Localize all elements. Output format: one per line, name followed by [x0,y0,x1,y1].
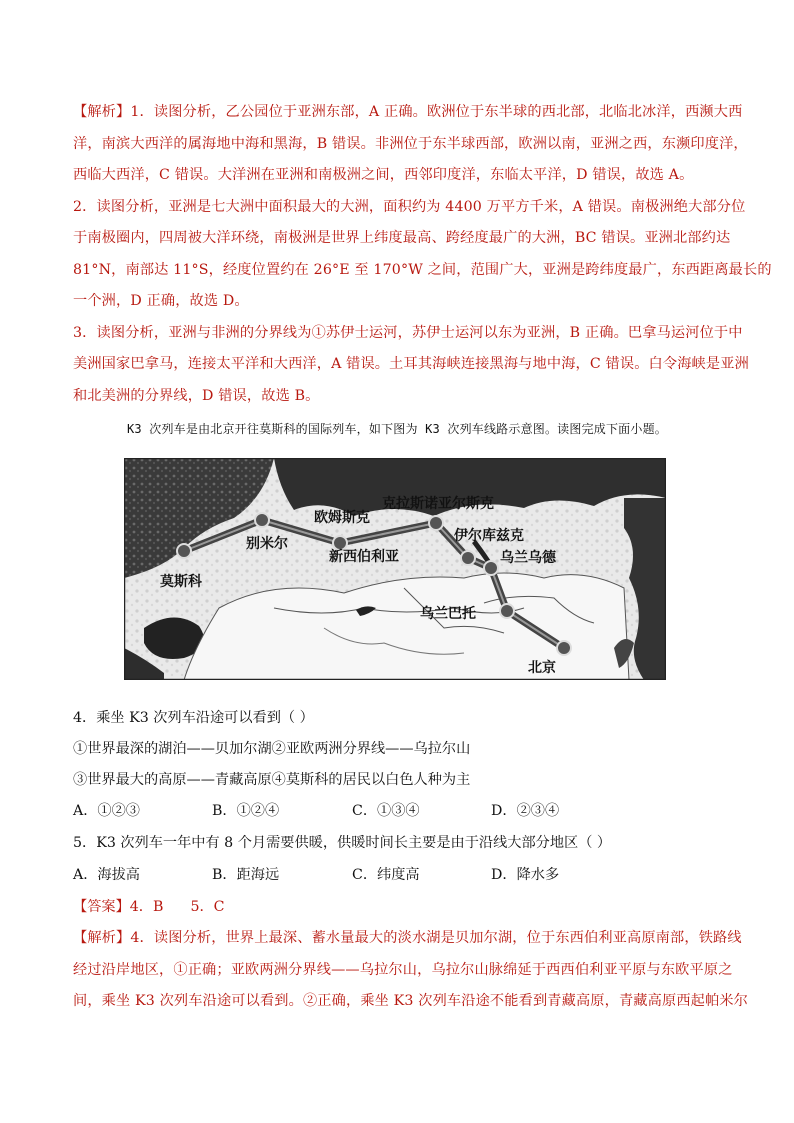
question-4-statements-1: ①世界最深的湖泊——贝加尔湖②亚欧两洲分界线——乌拉尔山 [73,741,471,757]
map-caption: K3 次列车是由北京开往莫斯科的国际列车，如下图为 K3 次列车线路示意图。读图完成下面小题。 [127,422,667,436]
question-4-option-c: C．①③④ [352,803,420,819]
label-krasnoyarsk: 克拉斯诺亚尔斯克 [382,496,494,512]
question-5-option-b: B．距海远 [212,867,280,883]
label-beijing: 北京 [528,660,556,676]
station-omsk [333,536,347,550]
k3-route-map [124,458,666,680]
text-line: 于南极圈内，四周被大洋环绕，南极洲是世界上纬度最高、跨经度最广的大洲，BC 错误。亚洲北部约达 [73,230,731,246]
answer-line [73,896,225,916]
text-line: 2．读图分析，亚洲是七大洲中面积最大的大洲，面积约为 4400 万平方千米，A 错误。南极洲绝大部分位 [73,198,746,215]
explanation-block-2 [73,923,749,1018]
text-line: 和北美洲的分界线，D 错误，故选 B。 [73,387,320,404]
text-line: 【解析】4．读图分析，世界上最深、蓄水量最大的淡水湖是贝加尔湖，位于东西伯利亚高原南部，铁路线 [73,930,742,946]
question-4-option-b: B．①②④ [212,803,280,819]
station-bemir [255,513,269,527]
explanation-block-1 [73,97,772,412]
label-omsk: 欧姆斯克 [314,510,370,526]
station-moscow [177,544,191,558]
answer-text: 4．B 5．C [129,899,225,915]
station-krasnoyarsk [429,516,443,530]
question-4-option-d: D．②③④ [491,803,560,819]
station-irkutsk [461,551,475,565]
question-4-option-a: A．①②③ [73,803,140,819]
text-line: 一个洲，D 正确，故选 D。 [73,293,249,309]
label-irkutsk: 伊尔库兹克 [454,528,524,544]
question-5-stem: 5．K3 次列车一年中有 8 个月需要供暖，供暖时间长主要是由于沿线大部分地区（ ） [73,835,612,851]
text-line: 经过沿岸地区，①正确；亚欧两洲分界线——乌拉尔山，乌拉尔山脉绵延于西西伯利亚平原与东欧平原之 [73,961,733,978]
label-ulanude: 乌兰乌德 [500,550,556,566]
text-line: 3．读图分析，亚洲与非洲的分界线为①苏伊士运河，苏伊士运河以东为亚洲，B 正确。巴拿马运河位于中 [73,324,743,341]
text-line: 81°N，南部达 11°S，经度位置约在 26°E 至 170°W 之间，范围广大，亚洲是跨纬度最广，东西距离最长的 [73,261,772,278]
station-ulanude [484,561,498,575]
question-4-statements-2: ③世界最大的高原——青藏高原④莫斯科的居民以白色人种为主 [73,772,471,788]
question-5-option-c: C．纬度高 [352,867,420,883]
text-line: 洋，南滨大西洋的属海地中海和黑海，B 错误。非洲位于东半球西部，欧洲以南，亚洲之西，东濒印度洋， [73,135,748,152]
text-line: 美洲国家巴拿马，连接太平洋和大西洋，A 错误。土耳其海峡连接黑海与地中海，C 错误。白令海峡是亚洲 [73,356,749,372]
question-4-stem: 4．乘坐 K3 次列车沿途可以看到（ ） [73,710,314,726]
label-moscow: 莫斯科 [160,574,202,590]
station-ulaanbaatar [500,604,514,618]
question-5-option-a: A．海拔高 [73,867,140,883]
question-5-option-d: D．降水多 [491,867,560,883]
text-line: 间，乘坐 K3 次列车沿途可以看到。②正确，乘坐 K3 次列车沿途不能看到青藏高原，青藏高原西起帕米尔 [73,993,749,1009]
label-novosibirsk: 新西伯利亚 [329,549,399,565]
text-line: 【解析】1．读图分析，乙公园位于亚洲东部，A 正确。欧洲位于东半球的西北部，北临北冰洋，西濒大西 [73,104,743,120]
text-line: 西临大西洋，C 错误。大洋洲在亚洲和南极洲之间，西邻印度洋，东临太平洋，D 错误，故选 A。 [73,167,694,183]
answer-tag: 【答案】 [73,899,130,915]
label-ulaanbaatar: 乌兰巴托 [420,606,476,622]
station-beijing [557,641,571,655]
label-bemir: 别米尔 [246,536,288,552]
